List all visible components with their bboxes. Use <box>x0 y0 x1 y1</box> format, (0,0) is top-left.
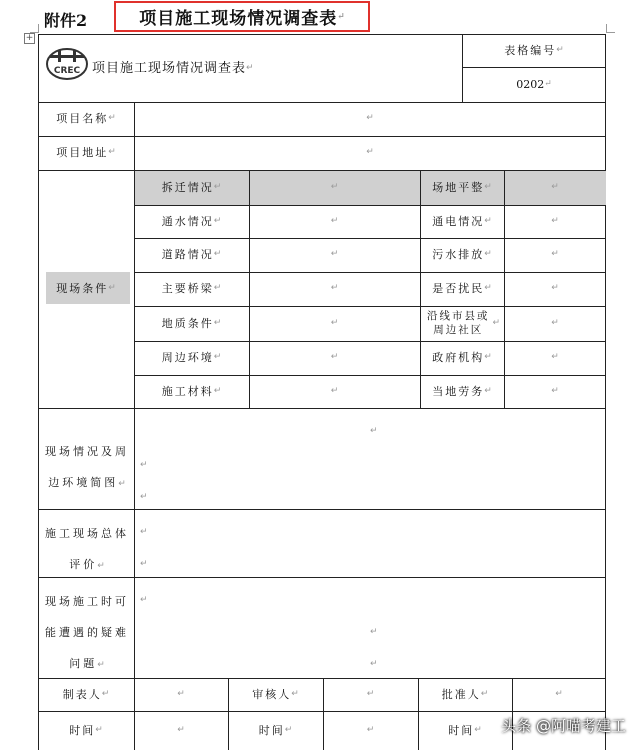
site-item-input[interactable] <box>504 238 606 272</box>
attachment-label: 附件2 <box>44 11 88 30</box>
site-item-label-text: 通水情况 <box>161 214 214 228</box>
difficulties-area[interactable] <box>134 577 606 678</box>
para-mark: ↵ <box>551 249 559 260</box>
sketch-label <box>44 436 130 500</box>
margin-corner-tr-icon <box>606 24 615 33</box>
para-mark: ↵ <box>177 724 185 735</box>
para-mark: ↵ <box>551 283 559 294</box>
site-item-input[interactable] <box>249 171 420 205</box>
site-item-label-text: 是否扰民 <box>432 282 485 296</box>
para-mark: ↵ <box>140 559 148 569</box>
site-item-label <box>134 205 249 238</box>
para-mark: ↵ <box>370 659 378 669</box>
table-move-handle-icon[interactable]: + <box>25 33 34 43</box>
site-item-label-text: 通电情况 <box>432 214 485 228</box>
site-item-label-text: 政府机构 <box>432 351 485 365</box>
para-mark: ↵ <box>556 44 564 55</box>
para-mark: ↵ <box>213 215 222 226</box>
site-item-input[interactable] <box>249 375 420 408</box>
para-mark: ↵ <box>101 688 110 699</box>
sketch-label-text: 现场情况及周边环境简图 <box>45 445 129 489</box>
para-mark: ↵ <box>108 113 116 124</box>
para-mark: ↵ <box>140 595 148 605</box>
watermark-text: 头条 @阿喵考建工 <box>501 717 626 735</box>
time-label-text: 时间 <box>448 723 475 737</box>
para-mark: ↵ <box>291 688 299 699</box>
time-label <box>228 711 323 750</box>
para-mark: ↵ <box>366 113 374 124</box>
site-item-label <box>420 205 504 238</box>
para-mark: ↵ <box>246 63 254 74</box>
site-item-label <box>420 341 504 375</box>
site-item-label <box>134 171 249 205</box>
para-mark: ↵ <box>551 385 559 396</box>
para-mark: ↵ <box>484 385 492 396</box>
para-mark: ↵ <box>213 317 222 328</box>
site-item-input[interactable] <box>249 306 420 341</box>
time-input[interactable] <box>134 711 228 750</box>
site-item-label <box>134 375 249 408</box>
time-input[interactable] <box>323 711 418 750</box>
para-mark: ↵ <box>330 283 339 294</box>
para-mark: ↵ <box>366 724 375 735</box>
form-title <box>92 54 254 84</box>
site-item-label <box>420 272 504 306</box>
form-code-label-text: 表格编号 <box>504 43 557 57</box>
para-mark: ↵ <box>366 147 374 158</box>
site-item-input[interactable] <box>504 375 606 408</box>
evaluation-label-text: 施工现场总体评价 <box>45 527 129 571</box>
margin-corner-tl-icon <box>30 24 39 33</box>
para-mark: ↵ <box>95 724 103 735</box>
para-mark: ↵ <box>213 249 222 260</box>
para-mark: ↵ <box>370 627 378 637</box>
time-label-text: 时间 <box>258 723 285 737</box>
time-label <box>418 711 512 750</box>
title-paragraph-mark: ↵ <box>337 11 345 22</box>
site-conditions-label-text: 现场条件 <box>56 282 109 296</box>
document-title[interactable] <box>114 1 370 32</box>
reviewer-label-text: 审核人 <box>252 687 292 701</box>
site-item-input[interactable] <box>249 272 420 306</box>
para-mark: ↵ <box>551 182 559 193</box>
para-mark: ↵ <box>213 283 222 294</box>
prepared-by-label <box>38 678 134 711</box>
para-mark: ↵ <box>370 426 378 436</box>
para-mark: ↵ <box>108 283 116 294</box>
para-mark: ↵ <box>177 688 185 699</box>
para-mark: ↵ <box>544 79 552 90</box>
approver-label <box>418 678 512 711</box>
para-mark: ↵ <box>551 317 559 328</box>
crec-logo-icon <box>46 47 88 81</box>
para-mark: ↵ <box>330 182 339 193</box>
site-item-label <box>420 375 504 408</box>
para-mark: ↵ <box>97 660 105 670</box>
site-item-label-text: 施工材料 <box>161 384 214 398</box>
site-item-label-text: 当地劳务 <box>432 384 485 398</box>
para-mark: ↵ <box>330 317 339 328</box>
watermark <box>501 715 626 736</box>
para-mark: ↵ <box>480 688 489 699</box>
logo-text: CREC <box>53 66 81 76</box>
site-item-label <box>134 306 249 341</box>
site-item-label-text: 污水排放 <box>432 248 485 262</box>
para-mark: ↵ <box>330 385 339 396</box>
approver-label-text: 批准人 <box>441 687 481 701</box>
site-item-input[interactable] <box>504 306 606 341</box>
site-item-label <box>420 171 504 205</box>
para-mark: ↵ <box>484 249 492 260</box>
para-mark: ↵ <box>484 182 492 193</box>
difficulties-label-text: 现场施工时可能遭遇的疑难问题 <box>45 595 129 670</box>
project-name-label <box>38 102 134 136</box>
para-mark: ↵ <box>213 385 222 396</box>
para-mark: ↵ <box>118 479 126 489</box>
document-title-text: 项目施工现场情况调查表 <box>139 9 338 29</box>
sketch-area[interactable] <box>134 408 606 509</box>
para-mark: ↵ <box>551 352 559 363</box>
site-item-input[interactable] <box>249 341 420 375</box>
site-item-input[interactable] <box>249 205 420 238</box>
site-item-input[interactable] <box>249 238 420 272</box>
site-item-label-text: 沿线市县或周边社区 <box>426 310 490 336</box>
para-mark: ↵ <box>140 460 148 470</box>
reviewer-input[interactable] <box>323 678 418 711</box>
site-item-label-text: 主要桥梁 <box>161 282 214 296</box>
form-code-label <box>462 34 606 67</box>
site-item-input[interactable] <box>504 341 606 375</box>
form-code-value-text: 0202 <box>516 78 545 92</box>
site-item-label <box>134 238 249 272</box>
difficulties-label <box>44 586 130 681</box>
para-mark: ↵ <box>330 352 339 363</box>
para-mark: ↵ <box>330 215 339 226</box>
para-mark: ↵ <box>108 147 116 158</box>
site-item-input[interactable] <box>504 205 606 238</box>
para-mark: ↵ <box>484 283 492 294</box>
para-mark: ↵ <box>213 352 222 363</box>
para-mark: ↵ <box>330 249 339 260</box>
para-mark: ↵ <box>551 215 559 226</box>
para-mark: ↵ <box>97 561 105 571</box>
form-code-value[interactable] <box>462 68 606 102</box>
site-item-label-text: 场地平整 <box>432 181 485 195</box>
project-address-label <box>38 136 134 170</box>
site-item-label <box>134 272 249 306</box>
project-name-input[interactable] <box>134 102 606 136</box>
site-item-label-text: 拆迁情况 <box>161 181 214 195</box>
approver-input[interactable] <box>512 678 606 711</box>
para-mark: ↵ <box>284 724 293 735</box>
para-mark: ↵ <box>555 688 563 699</box>
para-mark: ↵ <box>484 352 492 363</box>
project-name-label-text: 项目名称 <box>56 112 109 126</box>
time-label <box>38 711 134 750</box>
site-item-input[interactable] <box>504 171 606 205</box>
site-item-input[interactable] <box>504 272 606 306</box>
para-mark: ↵ <box>484 215 492 226</box>
site-item-label <box>424 306 500 341</box>
form-title-text: 项目施工现场情况调查表 <box>92 60 247 76</box>
evaluation-label <box>44 518 130 582</box>
site-item-label-text: 地质条件 <box>161 316 214 330</box>
site-item-label <box>420 238 504 272</box>
para-mark: ↵ <box>474 724 482 735</box>
para-mark: ↵ <box>492 317 500 328</box>
site-item-label-text: 道路情况 <box>161 248 214 262</box>
evaluation-area[interactable] <box>134 509 606 577</box>
para-mark: ↵ <box>366 688 375 699</box>
prepared-by-input[interactable] <box>134 678 228 711</box>
para-mark: ↵ <box>140 492 148 502</box>
site-item-label <box>134 341 249 375</box>
time-label-text: 时间 <box>69 723 96 737</box>
site-conditions-label <box>38 272 134 306</box>
prepared-by-label-text: 制表人 <box>62 687 102 701</box>
project-address-label-text: 项目地址 <box>56 146 109 160</box>
site-item-label-text: 周边环境 <box>161 351 214 365</box>
para-mark: ↵ <box>140 527 148 537</box>
para-mark: ↵ <box>213 182 222 193</box>
reviewer-label <box>228 678 323 711</box>
project-address-input[interactable] <box>134 136 606 170</box>
